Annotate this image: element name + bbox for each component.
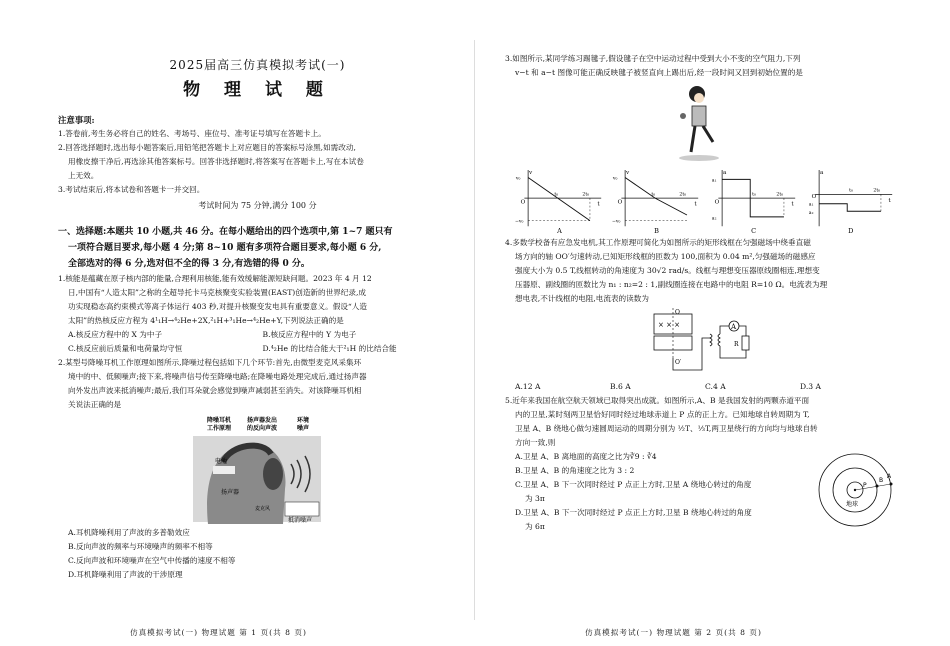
q4-text: 强度大小为 0.5 T,线框转动的角速度为 30√2 rad/s。线框与理想变压器原线圈相连,理想变	[515, 266, 820, 275]
svg-text:t₀: t₀	[651, 192, 656, 198]
svg-text:O: O	[675, 309, 680, 316]
q2-text: 境中的中、低频噪声;接下来,将噪声信号传至降噪电路;在降噪电路处理完成后,通过扬声器	[68, 372, 367, 381]
svg-text:t: t	[597, 201, 600, 208]
svg-text:O: O	[811, 194, 817, 201]
generator-circuit-figure	[650, 308, 750, 378]
time-line: 考试时间为 75 分钟,满分 100 分	[198, 201, 317, 210]
q5-text: 方向一致,则	[515, 438, 556, 447]
svg-text:a₁: a₁	[808, 202, 814, 208]
section-title: 全部选对的得 6 分,选对但不全的得 3 分,有选错的得 0 分。	[68, 259, 310, 269]
svg-text:v: v	[626, 169, 630, 176]
note-line: 上无效。	[68, 171, 99, 180]
q2-text: 关说法正确的是	[68, 400, 122, 409]
svg-text:2t₀: 2t₀	[873, 188, 881, 194]
fig-label: 电池	[214, 458, 227, 465]
svg-text:A: A	[731, 323, 737, 331]
q4-option-d: D.3 A	[800, 382, 821, 391]
fig-label: 环境	[296, 417, 309, 424]
subject-title: 物 理 试 题	[183, 80, 332, 100]
graph-letter: D	[848, 226, 854, 235]
svg-text:A: A	[887, 473, 892, 480]
q1-option-a: A.核反应方程中的 X 为中子	[68, 330, 163, 339]
svg-text:2t₀: 2t₀	[582, 192, 590, 198]
svg-text:地球: 地球	[846, 501, 859, 508]
satellite-orbit-figure	[815, 450, 895, 530]
page-2	[475, 0, 950, 646]
battery-icon	[213, 466, 235, 474]
svg-text:t₀: t₀	[752, 192, 756, 198]
page-footer: 仿真模拟考试(一) 物理试题 第 1 页(共 8 页)	[130, 628, 307, 637]
svg-text:a₂: a₂	[711, 216, 717, 222]
svg-text:a: a	[820, 169, 824, 176]
q1-text: 太阳”的热核反应方程为 4¹₁H→⁴₂He+2X,²₁H+³₁He→⁴₂He+Y,下列说法正确的是	[68, 316, 344, 325]
svg-text:P: P	[863, 482, 867, 489]
svg-text:t₀: t₀	[849, 188, 853, 194]
q5-text: 内的卫星,某时刻两卫星恰好同时经过地球赤道上 P 点的正上方。已知地球自转周期为 T,	[515, 410, 810, 419]
fig-label: 的反向声波	[246, 425, 277, 432]
q5-option-c-cont: 为 3π	[525, 494, 545, 503]
shuttlecock-kick-figure	[675, 82, 725, 162]
q5-option-d-cont: 为 6π	[525, 522, 545, 531]
note-line: 1.答卷前,考生务必将自己的姓名、考场号、座位号、准考证号填写在答题卡上。	[58, 129, 326, 138]
svg-text:2t₀: 2t₀	[776, 192, 784, 198]
fig-label: 麦克风	[254, 506, 270, 512]
q3-text: v−t 和 a−t 图像可能正确反映毽子被竖直向上踢出后,经一段时间又回到初始位置的是	[515, 68, 803, 77]
q4-text: 压器原、副线圈的匝数比为 n₁ : n₂=2 : 1,副线圈连接在电路中的电阻 R=10 Ω。电流表为理	[515, 280, 828, 289]
graph-letter: A	[557, 226, 562, 235]
q1-text: 功实现稳态高约束模式等离子体运行 403 秒,对提升核聚变发电具有重要意义。假设“人造	[68, 302, 367, 311]
q4-text: 想电表,不计线框的电阻,电流表的读数为	[515, 294, 649, 303]
svg-text:t₀: t₀	[554, 192, 559, 198]
section-title: 一项符合题目要求,每小题 4 分;第 8~10 题有多项符合题目要求,每小题 6 分,	[68, 243, 382, 253]
graph-letter: B	[654, 226, 659, 235]
q2-option-d: D.耳机降噪利用了声波的干涉原理	[68, 570, 183, 579]
q2-text: 2.某型号降噪耳机工作原理如图所示,降噪过程包括如下几个环节:首先,由微型麦克风采集环	[58, 358, 362, 367]
svg-text:v₀: v₀	[612, 176, 618, 182]
q1-text: 日,中国有“人造太阳”之称的全超导托卡马克核聚变实验装置(EAST)创造新的世界纪录,成	[68, 288, 366, 297]
q5-option-c: C.卫星 A、B 下一次同时经过 P 点正上方时,卫星 A 绕地心转过的角度	[515, 480, 752, 489]
fig-label: 扬声器发出	[246, 417, 277, 424]
note-line: 3.考试结束后,将本试卷和答题卡一并交回。	[58, 185, 205, 194]
q2-option-c: C.反向声波和环境噪声在空气中传播的速度不相等	[68, 556, 236, 565]
note-line: 2.回答选择题时,选出每小题答案后,用铅笔把答题卡上对应题目的答案标号涂黑,如需改动,	[58, 143, 356, 152]
q4-text: 场方向的轴 OO′匀速转动,已知矩形线框的匝数为 100,面积为 0.04 m²,匀强磁场的磁感应	[515, 252, 816, 261]
q4-text: 4.多数学校备有应急发电机,其工作原理可简化为如图所示的矩形线框在匀强磁场中绕垂直磁	[505, 238, 811, 247]
q5-option-b: B.卫星 A、B 的角速度之比为 3 : 2	[515, 466, 635, 475]
q2-option-a: A.耳机降噪利用了声波的多普勒效应	[68, 528, 190, 537]
q4-option-a: A.12 A	[515, 382, 541, 391]
fig-label: 工作原理	[206, 425, 231, 432]
q2-text: 向外发出声波来抵消噪声;最后,我们耳朵就会感觉到噪声减弱甚至消失。对该降噪耳机相	[68, 386, 362, 395]
section-title: 一、选择题:本题共 10 小题,共 46 分。在每小题给出的四个选项中,第 1~7 题只有	[58, 227, 393, 237]
graph-b	[612, 164, 701, 236]
q5-text: 卫星 A、B 绕地心做匀速圆周运动的周期分别为 ½T、⅓T,两卫星绕行的方向均与地球自转	[515, 424, 818, 433]
fig-label: 噪声	[296, 425, 309, 432]
q3-text: 3.如图所示,某同学练习踢毽子,假设毽子在空中运动过程中受到大小不变的空气阻力,下列	[505, 54, 801, 63]
svg-text:v: v	[529, 169, 533, 176]
q5-option-a: A.卫星 A、B 离地面的高度之比为∛9 : ∛4	[515, 452, 657, 461]
q5-option-d: D.卫星 A、B 下一次同时经过 P 点正上方时,卫星 B 绕地心转过的角度	[515, 508, 752, 517]
graph-c	[709, 164, 798, 236]
fig-label: 扬声器	[220, 489, 239, 496]
svg-text:× × ×: × × ×	[658, 321, 681, 329]
fig-label: 降噪耳机	[206, 417, 231, 424]
q1-text: 1.核能是蕴藏在原子核内部的能量,合理利用核能,能有效缓解能源短缺问题。2023 年 4 月 12	[58, 274, 372, 283]
svg-text:v₀: v₀	[515, 176, 521, 182]
graph-d	[806, 164, 895, 236]
page-footer: 仿真模拟考试(一) 物理试题 第 2 页(共 8 页)	[585, 628, 762, 637]
svg-text:a₂: a₂	[808, 211, 814, 217]
q4-option-c: C.4 A	[705, 382, 726, 391]
q4-option-b: B.6 A	[610, 382, 631, 391]
svg-text:−v₀: −v₀	[515, 219, 524, 225]
svg-text:2t₀: 2t₀	[679, 192, 687, 198]
svg-text:O: O	[714, 199, 720, 206]
q1-option-c: C.核反应前后质量和电荷量均守恒	[68, 344, 183, 353]
fig-label: 抵消噪声	[287, 517, 312, 524]
svg-text:t: t	[791, 201, 794, 208]
svg-text:B: B	[879, 477, 884, 484]
svg-text:O: O	[520, 199, 526, 206]
svg-text:a: a	[723, 169, 727, 176]
graph-a	[515, 164, 604, 236]
q5-text: 5.近年来我国在航空航天领域已取得突出成就。如图所示,A、B 是我国发射的两颗赤道平面	[505, 396, 810, 405]
noise-cancel-figure	[193, 414, 323, 524]
q2-option-b: B.反向声波的频率与环境噪声的频率不相等	[68, 542, 213, 551]
svg-text:O′: O′	[675, 359, 682, 366]
svg-text:a₁: a₁	[711, 178, 717, 184]
svg-text:O: O	[617, 199, 623, 206]
svg-text:R: R	[734, 341, 739, 348]
svg-text:−v₀: −v₀	[612, 219, 621, 225]
resistor-icon	[742, 336, 749, 350]
note-line: 用橡皮擦干净后,再选涂其他答案标号。回答非选择题时,将答案写在答题卡上,写在本试卷	[68, 157, 364, 166]
graph-letter: C	[751, 226, 757, 235]
svg-text:t: t	[888, 197, 891, 204]
q1-option-b: B.核反应方程中的 Y 为电子	[262, 330, 357, 339]
notes-title: 注意事项:	[58, 115, 95, 125]
svg-text:t: t	[694, 201, 697, 208]
q1-option-d: D.⁴₂He 的比结合能大于²₁H 的比结合能	[262, 344, 397, 353]
exam-title: 2025届高三仿真模拟考试(一)	[169, 58, 346, 72]
